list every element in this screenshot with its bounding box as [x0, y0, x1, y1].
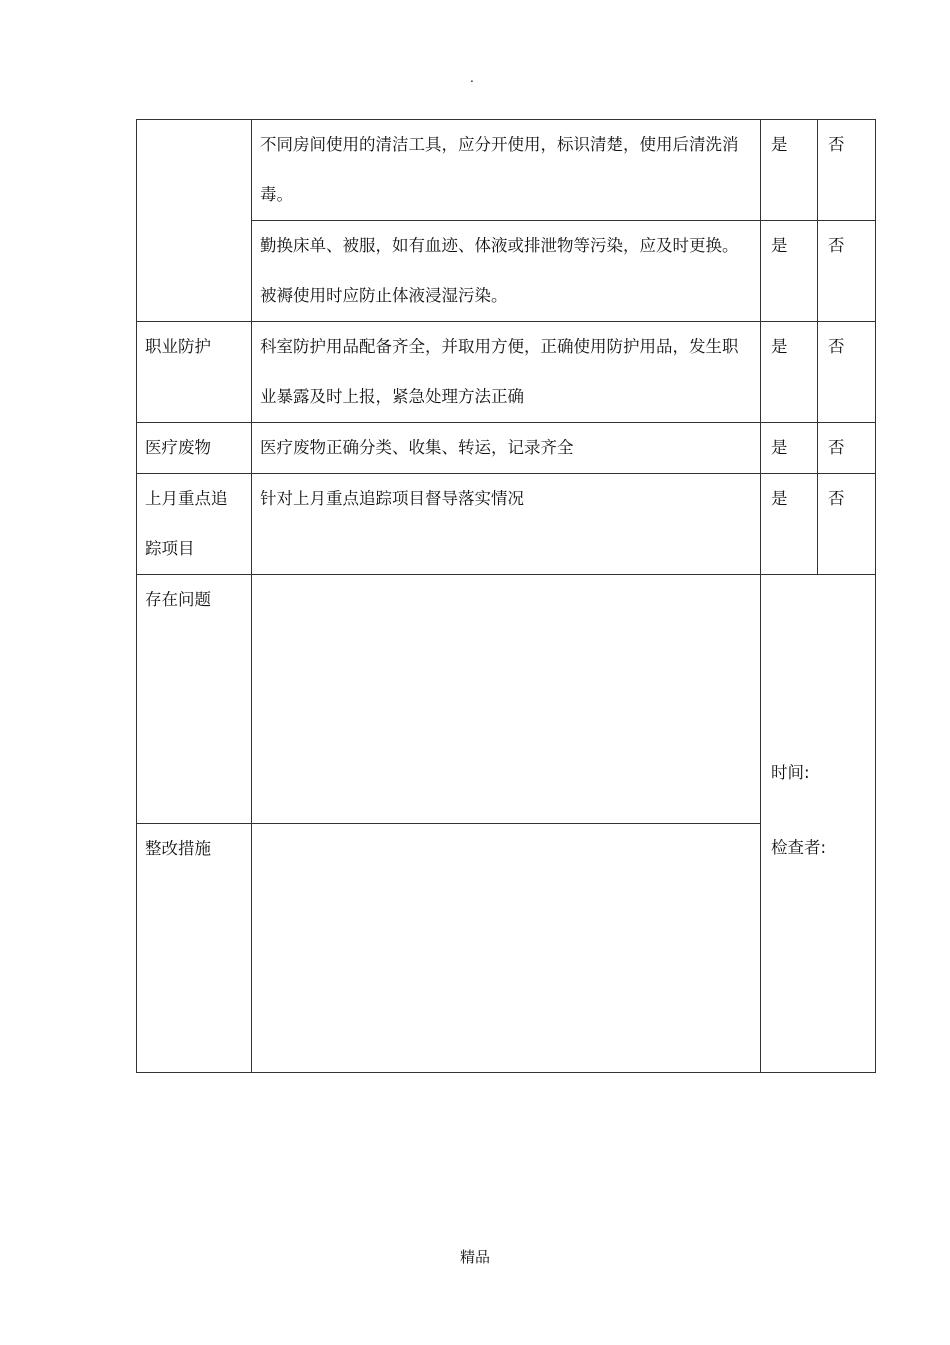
content-cell: 科室防护用品配备齐全，并取用方便，正确使用防护用品，发生职业暴露及时上报，紧急处理方法正确: [252, 322, 761, 423]
category-cell: [137, 120, 252, 322]
yes-option[interactable]: 是: [761, 221, 818, 322]
header-dot: .: [470, 71, 474, 85]
yes-option[interactable]: 是: [761, 423, 818, 474]
no-option[interactable]: 否: [818, 423, 876, 474]
table-row: [137, 322, 876, 423]
signature-cell: [761, 575, 876, 1073]
rectification-label: 整改措施: [137, 824, 252, 1073]
table-row: [137, 423, 876, 474]
no-option[interactable]: 否: [818, 322, 876, 423]
table-row: [137, 575, 876, 824]
content-cell: 针对上月重点追踪项目督导落实情况: [252, 474, 761, 575]
yes-option[interactable]: 是: [761, 474, 818, 575]
content-cell: 勤换床单、被服，如有血迹、体液或排泄物等污染，应及时更换。被褥使用时应防止体液浸湿污染。: [252, 221, 761, 322]
inspector-label: 检查者:: [771, 838, 827, 857]
yes-option[interactable]: 是: [761, 322, 818, 423]
no-option[interactable]: 否: [818, 474, 876, 575]
content-cell: 不同房间使用的清洁工具，应分开使用，标识清楚，使用后清洗消毒。: [252, 120, 761, 221]
rectification-input-area[interactable]: [252, 824, 761, 1073]
footer-text: 精品: [459, 1248, 490, 1266]
table-row: [137, 474, 876, 575]
no-option[interactable]: 否: [818, 221, 876, 322]
issues-input-area[interactable]: [252, 575, 761, 824]
inspection-table: [136, 119, 876, 1073]
category-cell: 职业防护: [137, 322, 252, 423]
issues-label: 存在问题: [137, 575, 252, 824]
time-label: 时间:: [771, 763, 810, 782]
category-cell: 上月重点追踪项目: [137, 474, 252, 575]
content-cell: 医疗废物正确分类、收集、转运，记录齐全: [252, 423, 761, 474]
category-cell: 医疗废物: [137, 423, 252, 474]
yes-option[interactable]: 是: [761, 120, 818, 221]
no-option[interactable]: 否: [818, 120, 876, 221]
table-row: [137, 120, 876, 221]
